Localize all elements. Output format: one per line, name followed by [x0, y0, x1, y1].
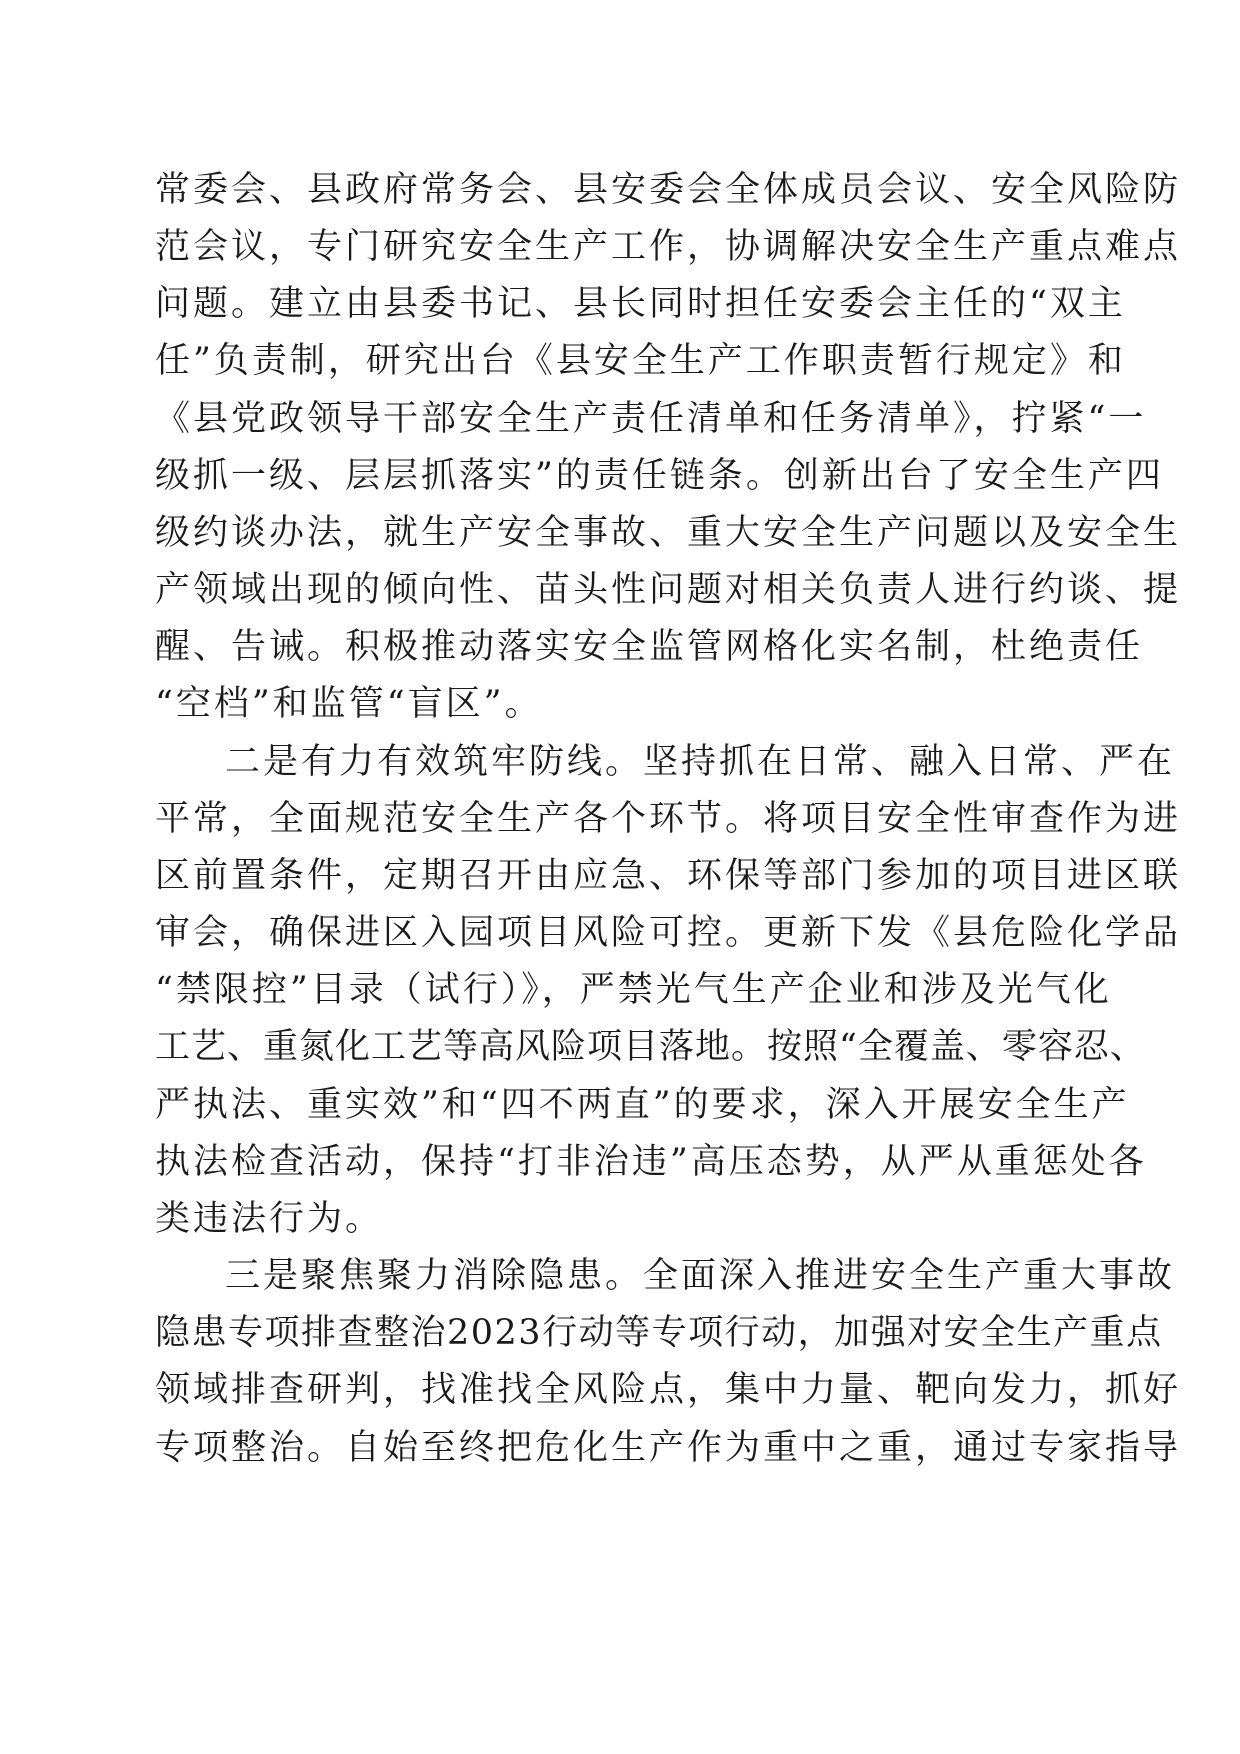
text-line: 产领域出现的倾向性、苗头性问题对相关负责人进行约谈、提 — [155, 570, 1182, 610]
text-line: 范会议，专门研究安全生产工作，协调解决安全生产重点难点 — [155, 227, 1182, 267]
text-line: 工艺、重氮化工艺等高风险项目落地。按照“全覆盖、零容忍、 — [155, 1027, 1146, 1067]
text-line: 严执法、重实效”和“四不两直”的要求，深入开展安全生产 — [155, 1085, 1130, 1125]
text-line: 审会，确保进区入园项目风险可控。更新下发《县危险化学品 — [155, 913, 1182, 953]
text-line: 隐患专项排查整治2023行动等专项行动，加强对安全生产重点 — [155, 1313, 1163, 1353]
paragraph-start-line: 二是有力有效筑牢防线。坚持抓在日常、融入日常、严在 — [225, 742, 1176, 782]
text-line: 区前置条件，定期召开由应急、环保等部门参加的项目进区联 — [155, 856, 1182, 896]
text-line: 常委会、县政府常务会、县安委会全体成员会议、安全风险防 — [155, 170, 1182, 210]
text-line: 执法检查活动，保持“打非治违”高压态势，从严从重惩处各 — [155, 1142, 1147, 1182]
text-line: 类违法行为。 — [155, 1199, 384, 1239]
text-line: 级约谈办法，就生产安全事故、重大安全生产问题以及安全生 — [155, 513, 1182, 553]
text-line: 任”负责制，研究出台《县安全生产工作职责暂行规定》和 — [155, 341, 1126, 381]
paragraph-start-line: 三是聚焦聚力消除隐患。全面深入推进安全生产重大事故 — [225, 1256, 1176, 1296]
text-line: “禁限控”目录（试行）》，严禁光气生产企业和涉及光气化 — [155, 970, 1112, 1010]
text-line: 专项整治。自始至终把危化生产作为重中之重，通过专家指导 — [155, 1428, 1182, 1468]
text-line: 醒、告诫。积极推动落实安全监管网格化实名制，杜绝责任 — [155, 627, 1144, 667]
text-line: 级抓一级、层层抓落实”的责任链条。创新出台了安全生产四 — [155, 456, 1164, 496]
text-line: 平常，全面规范安全生产各个环节。将项目安全性审查作为进 — [155, 799, 1182, 839]
text-line: “空档”和监管“盲区”。 — [155, 684, 543, 724]
text-line: 问题。建立由县委书记、县长同时担任安委会主任的“双主 — [155, 284, 1126, 324]
text-line: 领域排查研判，找准找全风险点，集中力量、靶向发力，抓好 — [155, 1370, 1182, 1410]
text-line: 《县党政领导干部安全生产责任清单和任务清单》，拧紧“一 — [155, 399, 1147, 439]
